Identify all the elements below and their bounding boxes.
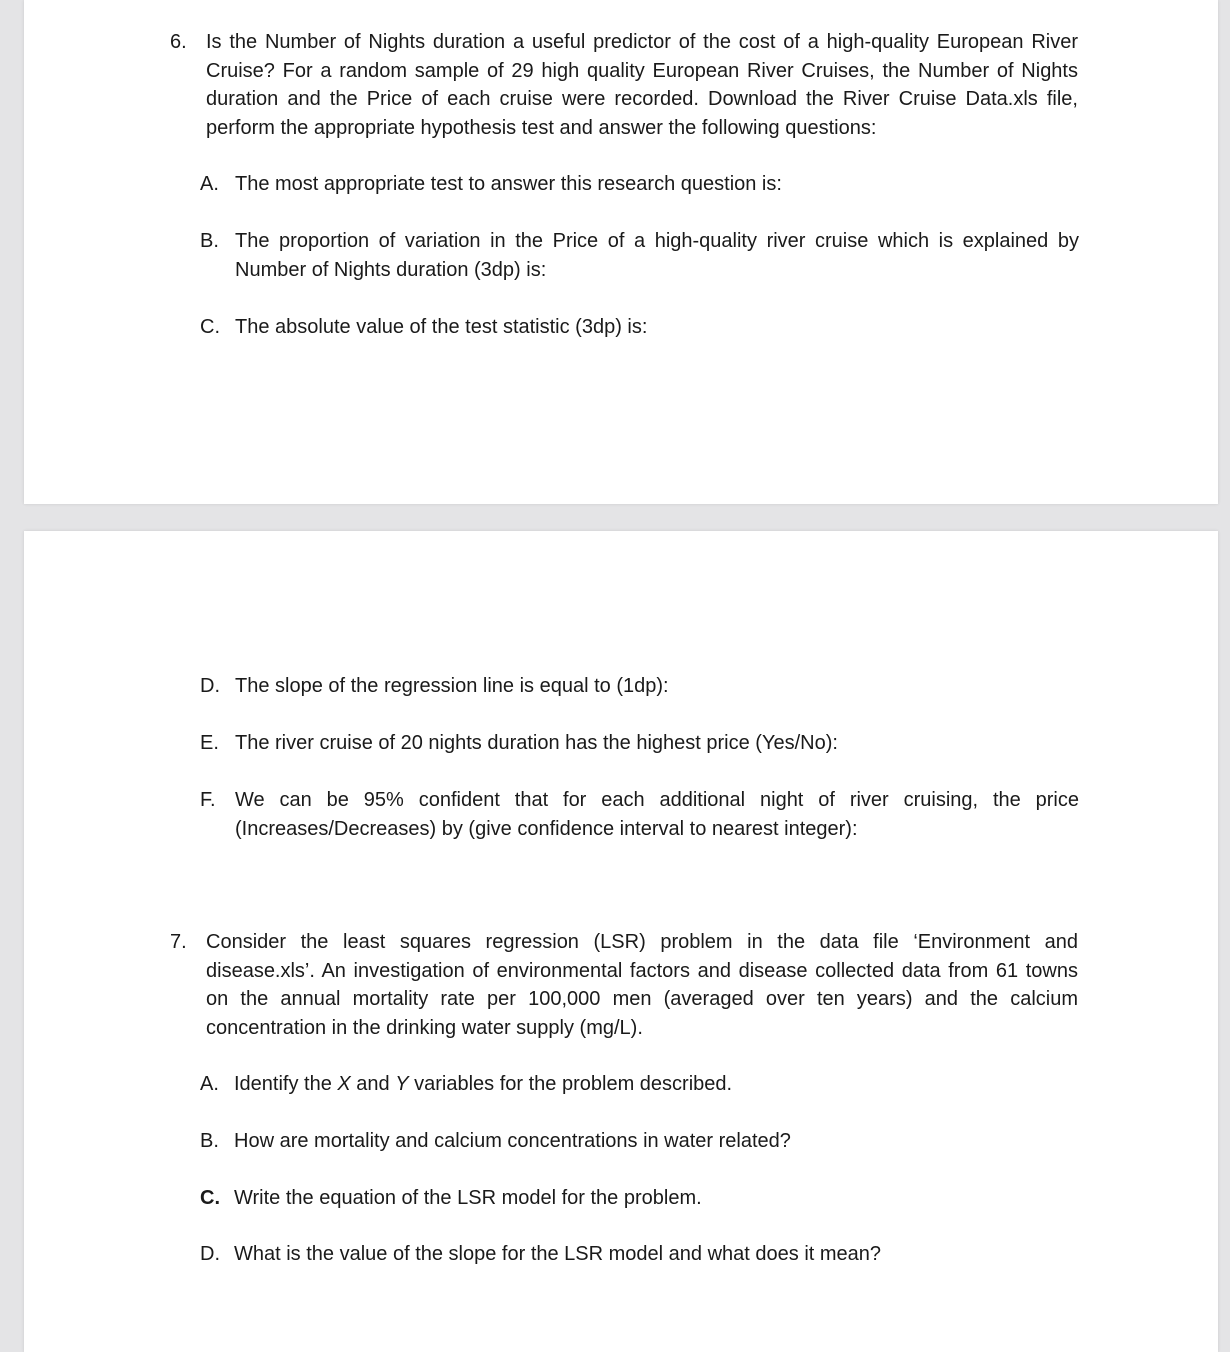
document-page-1 <box>24 0 1218 504</box>
q7-part-b-text: How are mortality and calcium concentrations in water related? <box>234 1130 791 1152</box>
q6-part-f-text: We can be 95% confident that for each additional night of river cruising, the price (Increases/Decreases) by (give confidence interval to nearest integer): <box>235 789 1079 840</box>
q6-part-b-text: The proportion of variation in the Price of a high-quality river cruise which is explained by Number of Nights duration (3dp) is: <box>235 230 1079 281</box>
question-7-text: Consider the least squares regression (LSR) problem in the data file ‘Environment and disease.xls’. An investigation of environmental factors and disease collected data from 61 towns on the annual mortality rate per 100,000 men (averaged over ten years) and the calcium concentration in the drinking water supply (mg/L). <box>206 931 1078 1040</box>
q6-part-c-text: The absolute value of the test statistic (3dp) is: <box>235 316 648 338</box>
q7-part-c-label: C. <box>200 1187 220 1209</box>
q6-part-e-text: The river cruise of 20 nights duration has the highest price (Yes/No): <box>235 732 838 754</box>
q6-part-a-label: A. <box>200 173 219 195</box>
q6-part-b-label: B. <box>200 230 219 252</box>
q6-part-c-label: C. <box>200 316 220 338</box>
q7-part-d-text: What is the value of the slope for the LSR model and what does it mean? <box>234 1243 882 1265</box>
q6-part-a-text: The most appropriate test to answer this research question is: <box>235 173 782 195</box>
q6-part-f-label: F. <box>200 789 216 811</box>
q7-part-c-text: Write the equation of the LSR model for the problem. <box>234 1187 702 1209</box>
q7-part-b-label: B. <box>200 1130 219 1152</box>
q6-part-e-label: E. <box>200 732 219 754</box>
q6-part-d-text: The slope of the regression line is equal to (1dp): <box>235 675 669 697</box>
question-6-text: Is the Number of Nights duration a useful predictor of the cost of a high-quality European River Cruise? For a random sample of 29 high quality European River Cruises, the Number of Nights duration and the Price of each cruise were recorded. Download the River Cruise Data.xls file, perform the appropriate hypothesis test and answer the following questions: <box>206 31 1078 140</box>
q7-part-a-text: Identify the X and Y variables for the problem described. <box>234 1073 733 1095</box>
document-page-2 <box>24 531 1218 1352</box>
q7-part-a-label: A. <box>200 1073 219 1095</box>
q7-part-d-label: D. <box>200 1243 220 1265</box>
question-7-number: 7. <box>170 931 187 953</box>
q6-part-d-label: D. <box>200 675 220 697</box>
question-6-number: 6. <box>170 31 187 53</box>
